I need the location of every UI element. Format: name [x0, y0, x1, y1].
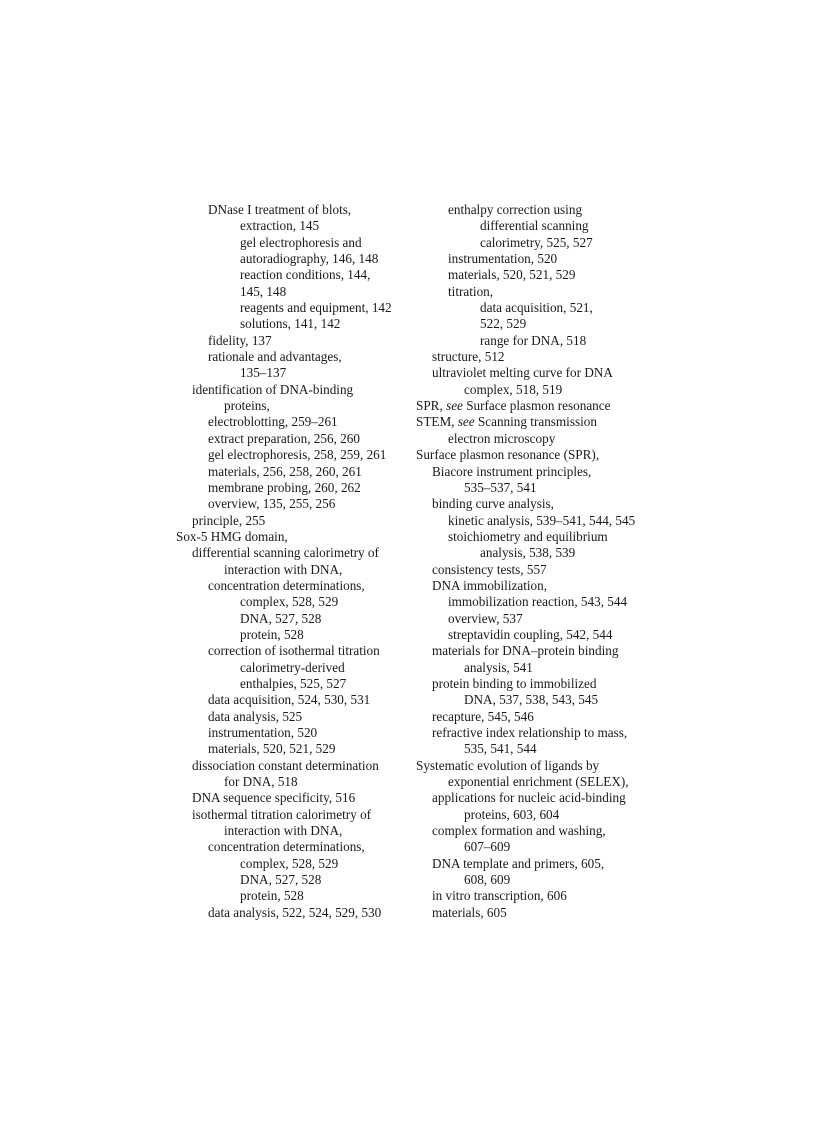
- index-entry-line: DNA, 527, 528: [240, 872, 322, 888]
- index-entry-line: extraction, 145: [240, 218, 320, 234]
- index-entry-line: protein binding to immobilized: [432, 675, 597, 691]
- index-entry-line: concentration determinations,: [208, 577, 365, 593]
- index-entry-line: differential scanning calorimetry of: [192, 545, 379, 561]
- index-entry-line: [416, 398, 656, 414]
- see-reference-target: Scanning transmission: [474, 414, 597, 430]
- index-entry-line: enthalpies, 525, 527: [240, 675, 347, 691]
- index-entry-line: proteins, 603, 604: [464, 806, 560, 822]
- index-entry-line: extract preparation, 256, 260: [208, 430, 360, 446]
- index-entry-line: 145, 148: [240, 283, 287, 299]
- index-entry-line: instrumentation, 520: [448, 251, 558, 267]
- index-entry-line: streptavidin coupling, 542, 544: [448, 626, 613, 642]
- index-entry-line: proteins,: [224, 398, 270, 414]
- index-entry-line: DNA immobilization,: [432, 577, 548, 593]
- index-entry-line: data analysis, 522, 524, 529, 530: [208, 904, 382, 920]
- index-entry-line: calorimetry-derived: [240, 659, 345, 675]
- index-entry-line: 135–137: [240, 365, 287, 381]
- index-entry-line: interaction with DNA,: [224, 561, 343, 577]
- index-entry-line: dissociation constant determination: [192, 757, 379, 773]
- index-entry-line: immobilization reaction, 543, 544: [448, 594, 628, 610]
- index-term: SPR,: [416, 398, 447, 414]
- index-entry-line: applications for nucleic acid-binding: [432, 790, 626, 806]
- index-entry-line: data acquisition, 524, 530, 531: [208, 692, 371, 708]
- index-term: STEM,: [416, 414, 458, 430]
- index-entry-line: gel electrophoresis, 258, 259, 261: [208, 447, 387, 463]
- index-entry-line: in vitro transcription, 606: [432, 888, 567, 904]
- index-entry-line: structure, 512: [432, 349, 505, 365]
- index-entry-line: complex formation and washing,: [432, 823, 606, 839]
- index-entry-line: DNA sequence specificity, 516: [192, 790, 356, 806]
- index-entry-line: enthalpy correction using: [448, 202, 583, 217]
- see-reference-label: see: [446, 398, 463, 414]
- index-entry-line: overview, 135, 255, 256: [208, 496, 336, 512]
- index-entry-line: for DNA, 518: [224, 774, 298, 790]
- index-entry-line: instrumentation, 520: [208, 725, 318, 740]
- index-entry-line: data analysis, 525: [208, 708, 303, 724]
- index-column-left: [176, 202, 408, 921]
- index-entry-line: consistency tests, 557: [432, 561, 547, 577]
- index-entry-line: interaction with DNA,: [224, 823, 343, 839]
- index-column-right: [416, 202, 656, 921]
- index-entry-line: DNA template and primers, 605,: [432, 855, 605, 871]
- index-entry-line: 608, 609: [464, 872, 511, 888]
- index-entry-line: analysis, 541: [464, 659, 533, 675]
- index-entry-line: 535, 541, 544: [464, 741, 537, 757]
- index-entry-line: recapture, 545, 546: [432, 708, 534, 724]
- index-entry-line: data acquisition, 521,: [480, 300, 593, 316]
- index-entry-line: DNA, 527, 528: [240, 610, 322, 626]
- index-entry-line: analysis, 538, 539: [480, 545, 576, 561]
- index-entry-line: principle, 255: [192, 512, 266, 528]
- index-entry-line: complex, 528, 529: [240, 855, 339, 871]
- index-entry-line: refractive index relationship to mass,: [432, 725, 628, 740]
- index-entry-line: exponential enrichment (SELEX),: [448, 774, 629, 790]
- index-entry-line: kinetic analysis, 539–541, 544, 545: [448, 512, 636, 528]
- index-entry-line: 535–537, 541: [464, 479, 537, 495]
- see-reference-target: Surface plasmon resonance: [462, 398, 611, 414]
- index-entry-line: stoichiometry and equilibrium: [448, 528, 608, 544]
- index-entry-line: materials for DNA–protein binding: [432, 643, 619, 659]
- index-entry-line: Surface plasmon resonance (SPR),: [416, 447, 600, 463]
- index-entry-line: titration,: [448, 283, 494, 299]
- index-entry-line: autoradiography, 146, 148: [240, 251, 379, 267]
- index-entry-line: electron microscopy: [448, 430, 556, 446]
- index-entry-line: electroblotting, 259–261: [208, 414, 338, 430]
- index-entry-line: reaction conditions, 144,: [240, 267, 371, 283]
- index-entry-line: correction of isothermal titration: [208, 643, 380, 659]
- index-entry-line: differential scanning: [480, 218, 589, 234]
- index-entry-line: [416, 414, 656, 430]
- index-entry-line: isothermal titration calorimetry of: [192, 806, 372, 822]
- index-entry-line: DNA, 537, 538, 543, 545: [464, 692, 599, 708]
- index-entry-line: overview, 537: [448, 610, 523, 626]
- index-entry-line: solutions, 141, 142: [240, 316, 341, 332]
- index-entry-line: materials, 520, 521, 529: [448, 267, 576, 283]
- index-entry-line: reagents and equipment, 142: [240, 300, 392, 316]
- index-entry-line: complex, 528, 529: [240, 594, 339, 610]
- index-entry-line: identification of DNA-binding: [192, 381, 354, 397]
- index-entry-line: complex, 518, 519: [464, 381, 563, 397]
- index-entry-line: Sox-5 HMG domain,: [176, 528, 288, 544]
- index-entry-line: protein, 528: [240, 888, 304, 904]
- index-entry-line: membrane probing, 260, 262: [208, 479, 361, 495]
- index-entry-line: binding curve analysis,: [432, 496, 554, 512]
- index-entry-line: 607–609: [464, 839, 511, 855]
- index-entry-line: gel electrophoresis and: [240, 234, 362, 250]
- see-reference-label: see: [457, 414, 475, 430]
- index-entry-line: fidelity, 137: [208, 332, 272, 348]
- index-entry-line: range for DNA, 518: [480, 332, 587, 348]
- index-entry-line: ultraviolet melting curve for DNA: [432, 365, 613, 381]
- index-entry-line: concentration determinations,: [208, 839, 365, 855]
- index-entry-line: protein, 528: [240, 626, 304, 642]
- index-entry-line: materials, 605: [432, 904, 507, 920]
- index-entry-line: calorimetry, 525, 527: [480, 234, 593, 250]
- index-entry-line: rationale and advantages,: [208, 349, 342, 365]
- index-entry-line: Biacore instrument principles,: [432, 463, 592, 479]
- index-entry-line: Systematic evolution of ligands by: [416, 757, 600, 773]
- index-entry-line: materials, 256, 258, 260, 261: [208, 463, 362, 479]
- index-entry-line: materials, 520, 521, 529: [208, 741, 336, 757]
- index-entry-line: 522, 529: [480, 316, 527, 332]
- index-entry-line: DNase I treatment of blots,: [208, 202, 352, 217]
